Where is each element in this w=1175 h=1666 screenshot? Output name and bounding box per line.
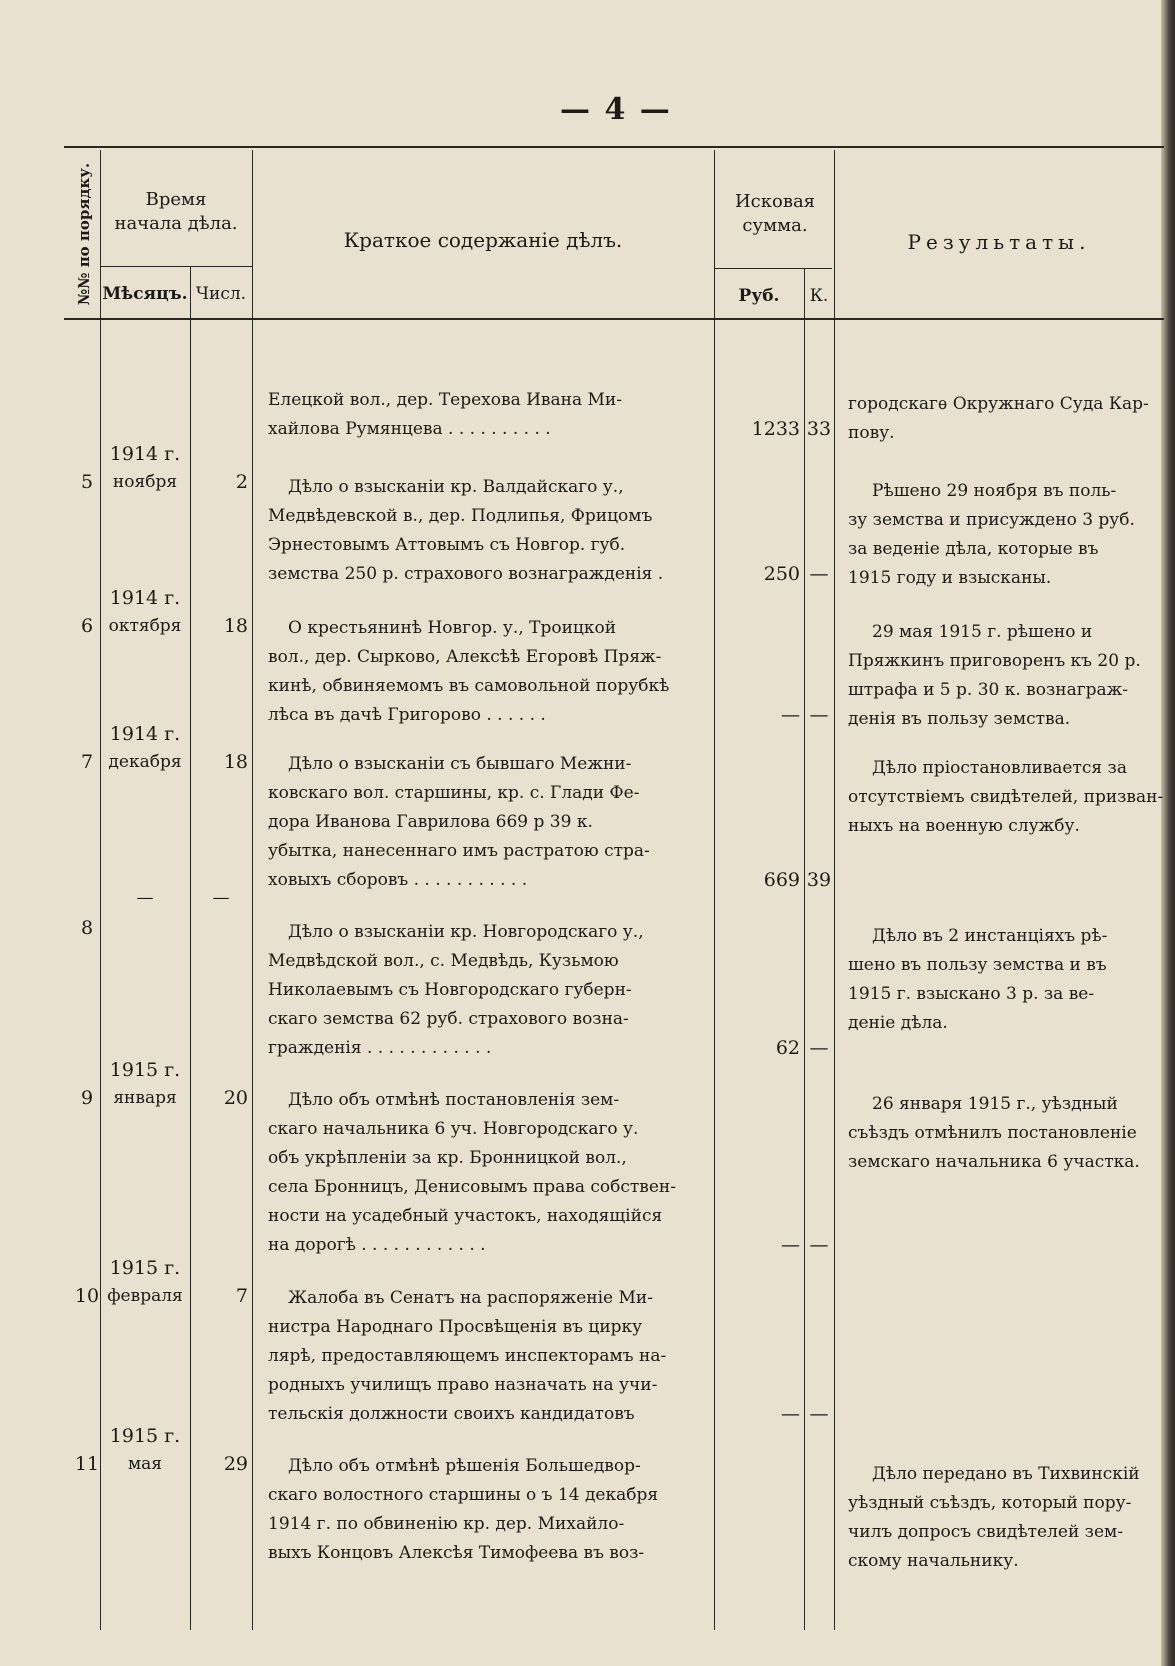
table-row-content-line: родныхъ училищъ право назначать на учи-: [268, 1375, 658, 1395]
kop-value: —: [809, 1234, 829, 1256]
table-row-content-line: ности на усадебный участокъ, находящійся: [268, 1206, 663, 1226]
row-number: 7: [80, 751, 94, 773]
kop-value: —: [809, 1403, 829, 1425]
row-year: 1915 г.: [109, 1425, 181, 1447]
row-day: 18: [223, 615, 248, 637]
rub-value: —: [781, 1234, 800, 1256]
result-line: земскаго начальника 6 участка.: [848, 1152, 1140, 1172]
table-row-content-line: земства 250 р. страхового вознагражденія .: [268, 564, 664, 584]
table-row-content-line: ковскаго вол. старшины, кр. с. Глади Фе-: [268, 783, 640, 803]
col-rule-day: [252, 150, 253, 1630]
page-number: — 4 —: [560, 92, 672, 127]
month-column-header: Мѣсяцъ.: [102, 284, 188, 304]
row-year: 1914 г.: [109, 443, 181, 465]
row-year: 1914 г.: [109, 723, 181, 745]
table-row-content-line: убытка, нанесеннаго имъ растратою стра-: [268, 841, 650, 861]
kop-column-header: К.: [809, 286, 829, 306]
row-day: 29: [223, 1453, 248, 1475]
table-row-content-line: ховыхъ сборовъ . . . . . . . . . . .: [268, 870, 528, 890]
row-year: 1915 г.: [109, 1059, 181, 1081]
row-year: 1915 г.: [109, 1257, 181, 1279]
row-day: —: [212, 888, 230, 908]
result-line: 1915 году и взысканы.: [848, 568, 1052, 588]
row-month: декабря: [108, 752, 182, 772]
order-column-header: №№ по порядку.: [75, 162, 93, 306]
result-line: денія въ пользу земства.: [848, 709, 1071, 729]
table-row-content-line: хайлова Румянцева . . . . . . . . . .: [268, 419, 551, 439]
result-line: зу земства и присуждено 3 руб.: [848, 510, 1135, 530]
rub-value: 1233: [751, 418, 800, 440]
result-line: городскагѳ Окружнаго Суда Кар-: [848, 394, 1149, 414]
table-row-content-line: Дѣло объ отмѣнѣ постановленія зем-: [288, 1090, 620, 1110]
result-line: Пряжкинъ приговоренъ къ 20 р.: [848, 651, 1141, 671]
sum-subheader-rule: [714, 268, 832, 269]
kop-value: —: [809, 1037, 829, 1059]
row-number: 11: [74, 1453, 100, 1475]
rub-value: —: [781, 1403, 800, 1425]
table-row-content-line: Николаевымъ съ Новгородскаго губерн-: [268, 980, 632, 1000]
row-month: мая: [127, 1454, 163, 1474]
row-day: 2: [235, 471, 248, 493]
table-row-content-line: нистра Народнаго Просвѣщенія въ цирку: [268, 1317, 643, 1337]
row-number: 9: [80, 1087, 94, 1109]
result-line: деніе дѣла.: [848, 1013, 948, 1033]
row-month: января: [113, 1088, 177, 1108]
table-row-content-line: дора Иванова Гаврилова 669 р 39 к.: [268, 812, 593, 832]
result-line: 26 января 1915 г., уѣздный: [872, 1094, 1118, 1114]
table-row-content-line: Дѣло о взысканіи кр. Новгородскаго у.,: [288, 922, 644, 942]
result-line: Дѣло пріостановливается за: [872, 758, 1127, 778]
kop-value: —: [809, 704, 829, 726]
table-row-content-line: Дѣло о взысканіи съ бывшаго Межни-: [288, 754, 632, 774]
result-line: за веденіе дѣла, которые въ: [848, 539, 1099, 559]
result-line: Рѣшено 29 ноября въ поль-: [872, 481, 1117, 501]
result-column-header: Результаты.: [907, 230, 1091, 254]
table-row-content-line: села Бронницъ, Денисовымъ права собствен-: [268, 1177, 676, 1197]
result-line: Дѣло въ 2 инстанціяхъ рѣ-: [872, 926, 1108, 946]
table-row-content-line: Дѣло о взысканіи кр. Валдайскаго у.,: [288, 477, 624, 497]
table-row-content-line: Елецкой вол., дер. Терехова Ивана Ми-: [268, 390, 622, 410]
result-line: 1915 г. взыскано 3 р. за ве-: [848, 984, 1095, 1004]
table-row-content-line: Эрнестовымъ Аттовымъ съ Новгор. губ.: [268, 535, 626, 555]
result-line: 29 мая 1915 г. рѣшено и: [872, 622, 1093, 642]
result-line: отсутствіемъ свидѣтелей, призван-: [848, 787, 1164, 807]
row-number: 5: [80, 471, 94, 493]
table-row-content-line: скаго начальника 6 уч. Новгородскаго у.: [268, 1119, 639, 1139]
sum-column-header: Исковая сумма.: [734, 191, 816, 236]
table-row-content-line: Медвѣдской вол., с. Медвѣдь, Кузьмою: [268, 951, 619, 971]
table-row-content-line: О крестьянинѣ Новгор. у., Троицкой: [288, 618, 617, 638]
row-month: февраля: [107, 1286, 183, 1306]
result-line: шено въ пользу земства и въ: [848, 955, 1107, 975]
table-row-content-line: скаго волостного старшины о ъ 14 декабря: [268, 1485, 659, 1505]
table-row-content-line: гражденія . . . . . . . . . . . .: [268, 1038, 492, 1058]
row-year: 1914 г.: [109, 587, 181, 609]
table-row-content-line: выхъ Концовъ Алексѣя Тимофеева въ воз-: [268, 1543, 645, 1563]
table-row-content-line: скаго земства 62 руб. страхового возна-: [268, 1009, 629, 1029]
result-line: пову.: [848, 423, 895, 443]
table-top-rule: [64, 146, 1164, 148]
table-row-content-line: Медвѣдевской в., дер. Подлипья, Фрицомъ: [268, 506, 653, 526]
time-column-header: Время начала дѣла.: [114, 189, 238, 234]
rub-value: 669: [763, 869, 800, 891]
result-line: ныхъ на военную службу.: [848, 816, 1080, 836]
day-column-header: Числ.: [195, 284, 247, 304]
time-subheader-rule: [100, 266, 252, 267]
content-column-header: Краткое содержаніе дѣлъ.: [343, 228, 623, 252]
row-day: 20: [223, 1087, 248, 1109]
kop-value: 39: [806, 869, 832, 891]
row-number: 6: [80, 615, 94, 637]
row-month: ноября: [112, 472, 178, 492]
result-line: съѣздъ отмѣнилъ постановленіе: [848, 1123, 1137, 1143]
result-line: скому начальнику.: [848, 1551, 1019, 1571]
table-row-content-line: вол., дер. Сырково, Алексѣѣ Егоровѣ Пряж-: [268, 647, 662, 667]
table-row-content-line: объ укрѣпленіи за кр. Бронницкой вол.,: [268, 1148, 627, 1168]
table-row-content-line: Жалоба въ Сенатъ на распоряженіе Ми-: [288, 1288, 653, 1308]
row-number: 8: [80, 917, 94, 939]
table-row-content-line: лярѣ, предоставляющемъ инспекторамъ на-: [268, 1346, 667, 1366]
table-row-content-line: Дѣло объ отмѣнѣ рѣшенія Большедвор-: [288, 1456, 641, 1476]
table-row-content-line: 1914 г. по обвиненію кр. дер. Михайло-: [268, 1514, 625, 1534]
header-bottom-rule: [64, 318, 1164, 320]
result-line: штрафа и 5 р. 30 к. вознаграж-: [848, 680, 1129, 700]
result-line: Дѣло передано въ Тихвинскій: [872, 1464, 1140, 1484]
row-month: —: [136, 888, 154, 908]
result-line: уѣздный съѣздъ, который пору-: [848, 1493, 1132, 1513]
row-day: 7: [235, 1285, 248, 1307]
row-number: 10: [74, 1285, 100, 1307]
rub-column-header: Руб.: [738, 286, 780, 306]
table-row-content-line: кинѣ, обвиняемомъ въ самовольной порубкѣ: [268, 676, 670, 696]
row-day: 18: [223, 751, 248, 773]
table-row-content-line: лѣса въ дачѣ Григорово . . . . . .: [268, 705, 546, 725]
row-month: октября: [108, 616, 182, 636]
table-row-content-line: на дорогѣ . . . . . . . . . . . .: [268, 1235, 486, 1255]
rub-value: 62: [775, 1037, 800, 1059]
table-row-content-line: тельскія должности своихъ кандидатовъ: [268, 1404, 635, 1424]
kop-value: —: [809, 563, 829, 585]
rub-value: —: [781, 704, 800, 726]
rub-value: 250: [763, 563, 800, 585]
result-line: чилъ допросъ свидѣтелей зем-: [848, 1522, 1123, 1542]
col-rule-sum: [834, 150, 835, 1630]
kop-value: 33: [806, 418, 832, 440]
